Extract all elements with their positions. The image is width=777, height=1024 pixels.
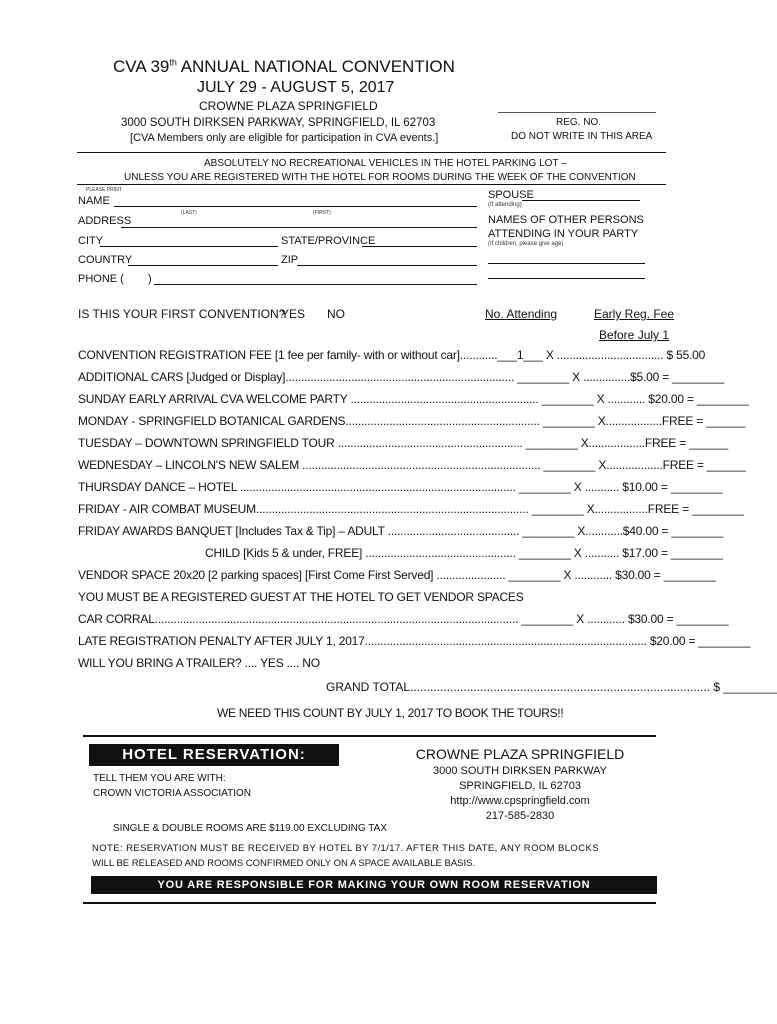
fee-item-row[interactable]: THURSDAY DANCE – HOTEL ........................................................................................ ________ X ........... $10.00 = ________: [78, 480, 723, 494]
fee-item-row[interactable]: TUESDAY – DOWNTOWN SPRINGFIELD TOUR ........................................................... ________ X..................FREE = ______: [78, 436, 729, 450]
tell-them-line2: CROWN VICTORIA ASSOCIATION: [93, 788, 251, 799]
count-deadline-note: WE NEED THIS COUNT BY JULY 1, 2017 TO BOOK THE TOURS!!: [217, 706, 564, 720]
reservation-note-line2: WILL BE RELEASED AND ROOMS CONFIRMED ONLY ON A SPACE AVAILABLE BASIS.: [92, 858, 476, 869]
hotel-info-city: SPRINGFIELD, IL 62703: [459, 780, 581, 792]
state-field[interactable]: [362, 246, 477, 247]
city-field[interactable]: [100, 246, 278, 247]
address-label: ADDRESS: [78, 215, 132, 227]
rv-notice-line1: ABSOLUTELY NO RECREATIONAL VEHICLES IN THE HOTEL PARKING LOT –: [204, 158, 567, 169]
divider: [83, 902, 656, 904]
fee-item-row[interactable]: SUNDAY EARLY ARRIVAL CVA WELCOME PARTY ............................................................ ________ X ............ $20.00 = ________: [78, 392, 749, 406]
other-persons-label-1: NAMES OF OTHER PERSONS: [488, 214, 644, 226]
divider: [83, 735, 656, 737]
no-attending-header: No. Attending: [485, 307, 558, 321]
other-persons-field[interactable]: [488, 263, 645, 264]
first-convention-yes[interactable]: YES: [281, 307, 306, 321]
page-title: CVA 39th ANNUAL NATIONAL CONVENTION: [113, 57, 455, 76]
phone-paren-close: ): [148, 273, 152, 285]
hotel-address: 3000 SOUTH DIRKSEN PARKWAY, SPRINGFIELD, IL 62703: [121, 117, 436, 129]
please-print-label: PLEASE PRINT: [86, 187, 122, 193]
last-name-hint: (LAST): [181, 210, 197, 216]
rv-notice-line2: UNLESS YOU ARE REGISTERED WITH THE HOTEL FOR ROOMS DURING THE WEEK OF THE CONVENTION: [124, 172, 636, 183]
grand-total-line[interactable]: GRAND TOTAL.......................................................................................... $ ________: [326, 680, 777, 694]
country-label: COUNTRY: [78, 254, 133, 266]
hotel-info-name: CROWNE PLAZA SPRINGFIELD: [415, 746, 625, 762]
eligibility-note: [CVA Members only are eligible for participation in CVA events.]: [130, 132, 439, 144]
fee-item-row[interactable]: VENDOR SPACE 20x20 [2 parking spaces] [First Come First Served] ...................... ________ X ............ $30.00 = ________: [78, 568, 716, 582]
hotel-name: CROWNE PLAZA SPRINGFIELD: [199, 99, 378, 113]
fee-item-row[interactable]: YOU MUST BE A REGISTERED GUEST AT THE HOTEL TO GET VENDOR SPACES: [78, 590, 524, 604]
fee-item-row[interactable]: WEDNESDAY – LINCOLN'S NEW SALEM ............................................................................ ________ X..................FREE = ______: [78, 458, 746, 472]
fee-item-row[interactable]: MONDAY - SPRINGFIELD BOTANICAL GARDENS.............................................................. ________ X..................FREE = ______: [78, 414, 746, 428]
hotel-info-street: 3000 SOUTH DIRKSEN PARKWAY: [432, 765, 607, 777]
fee-item-row[interactable]: FRIDAY - AIR COMBAT MUSEUM....................................................................................... ________ X.................FREE = ________: [78, 502, 744, 516]
divider: [77, 152, 666, 153]
name-label: NAME: [78, 195, 110, 207]
other-persons-field[interactable]: [488, 278, 645, 279]
reg-no-label: REG. NO.: [556, 117, 602, 128]
hotel-website-link[interactable]: http://www.cpspringfield.com: [450, 795, 590, 807]
address-field[interactable]: [121, 227, 477, 228]
responsibility-banner: YOU ARE RESPONSIBLE FOR MAKING YOUR OWN ROOM RESERVATION: [91, 876, 657, 894]
reg-no-line: [498, 112, 656, 113]
name-field[interactable]: [114, 206, 477, 207]
city-label: CITY: [78, 235, 104, 247]
if-attending-hint: (If attending): [488, 202, 522, 208]
fee-item-row[interactable]: FRIDAY AWARDS BANQUET [Includes Tax & Tip] – ADULT .......................................... ________ X............$40.00 = ________: [78, 524, 724, 538]
before-july-header: Before July 1: [599, 328, 670, 342]
fee-item-row[interactable]: CAR CORRAL.................................................................................................................... ________ X ............ $30.00 = ________: [78, 612, 729, 626]
early-fee-header: Early Reg. Fee: [594, 307, 675, 321]
fee-item-row[interactable]: CONVENTION REGISTRATION FEE [1 fee per family- with or without car]............___1___ X .................................. $ 55.00: [78, 348, 706, 362]
do-not-write-label: DO NOT WRITE IN THIS AREA: [511, 131, 653, 142]
country-field[interactable]: [128, 265, 278, 266]
first-convention-no[interactable]: NO: [327, 307, 345, 321]
other-persons-label-2: ATTENDING IN YOUR PARTY: [488, 228, 639, 240]
spouse-field[interactable]: [522, 200, 640, 201]
spouse-label: SPOUSE: [488, 189, 534, 201]
tell-them-line1: TELL THEM YOU ARE WITH:: [93, 773, 226, 784]
title-superscript: th: [169, 57, 177, 68]
reservation-note-line1: NOTE: RESERVATION MUST BE RECEIVED BY HOTEL BY 7/1/17. AFTER THIS DATE, ANY ROOM BLOCKS: [92, 843, 599, 854]
divider: [77, 184, 666, 185]
hotel-reservation-title: HOTEL RESERVATION:: [89, 744, 339, 766]
zip-label: ZIP: [281, 254, 299, 266]
convention-dates: JULY 29 - AUGUST 5, 2017: [197, 79, 395, 96]
room-rate-note: SINGLE & DOUBLE ROOMS ARE $119.00 EXCLUDING TAX: [113, 823, 387, 834]
fee-item-row[interactable]: WILL YOU BRING A TRAILER? .... YES .... NO: [78, 656, 320, 670]
first-convention-question: IS THIS YOUR FIRST CONVENTION?: [78, 307, 286, 321]
fee-item-row[interactable]: CHILD [Kids 5 & under, FREE] ................................................ ________ X ........... $17.00 = ________: [205, 546, 723, 560]
fee-item-row[interactable]: ADDITIONAL CARS [Judged or Display]......................................................................... ________ X ...............$5.00 = ________: [78, 370, 724, 384]
zip-field[interactable]: [297, 265, 477, 266]
hotel-phone: 217-585-2830: [485, 810, 555, 822]
children-age-hint: (If children, please give age): [488, 241, 564, 247]
phone-label: PHONE (: [78, 273, 124, 285]
phone-field[interactable]: [154, 284, 477, 285]
fee-item-row[interactable]: LATE REGISTRATION PENALTY AFTER JULY 1, 2017.......................................................................................... $20.00 = ________: [78, 634, 751, 648]
first-name-hint: (FIRST): [313, 210, 331, 216]
state-label: STATE/PROVINCE: [281, 235, 376, 247]
